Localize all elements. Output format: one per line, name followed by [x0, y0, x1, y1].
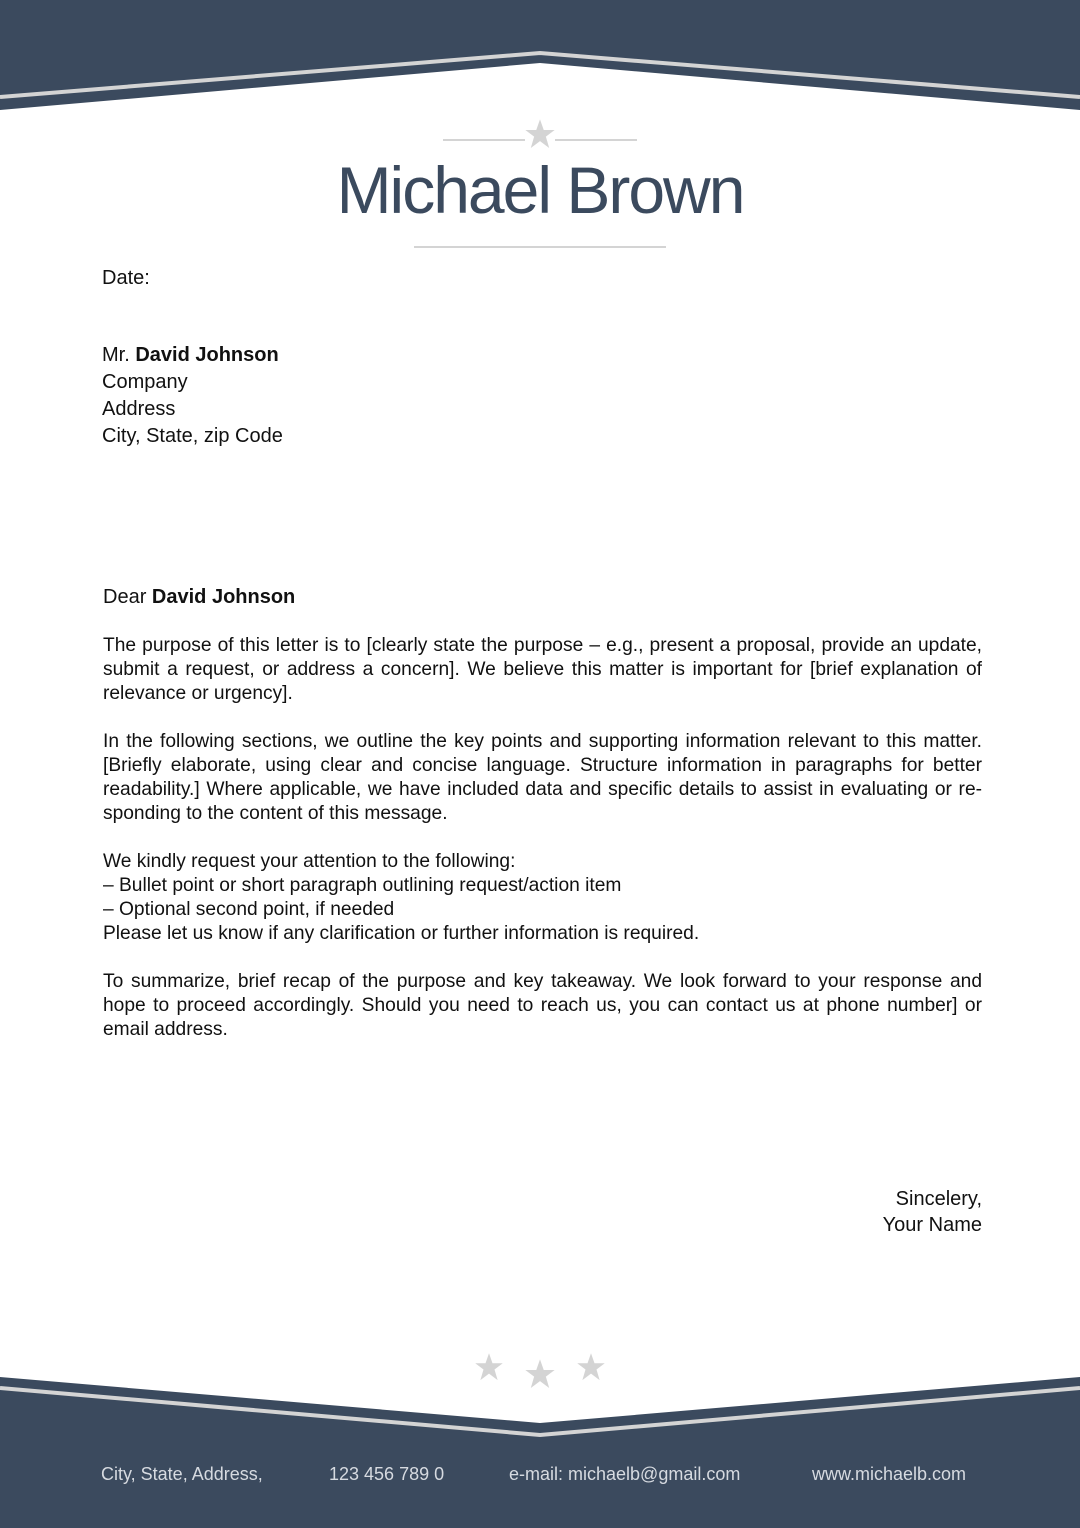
signature-name: Your Name [882, 1214, 982, 1236]
name-underline [414, 246, 666, 248]
request-closing: Please let us know if any clarification or further information is required. [103, 923, 700, 944]
summary-paragraph: To summarize, brief recap of the purpose and key takeaway. We look forward to your response and hope to proceed accordingly. Should you need to reach us, you can contact us at phone number] or email address. [103, 971, 982, 1040]
header-rule-right [555, 139, 637, 141]
recipient-company: Company [102, 371, 188, 393]
paragraph-1: The purpose of this letter is to [clearly state the purpose – e.g., present a proposal, provide an update, submit a request, or address a concern]. We believe this matter is important for [brief explanation of relevance or urgency]. [103, 635, 982, 704]
recipient-block [102, 342, 283, 450]
request-item: – Optional second point, if needed [103, 899, 395, 920]
salutation [103, 584, 295, 611]
star-icon [524, 118, 556, 150]
header-band [0, 0, 1080, 115]
request-item: – Bullet point or short paragraph outlining request/action item [103, 875, 622, 896]
request-intro: We kindly request your attention to the following: [103, 851, 516, 872]
request-block [103, 850, 982, 946]
salutation-name: David Johnson [151, 586, 296, 608]
date-label: Date: [102, 267, 150, 289]
recipient-name: David Johnson [135, 344, 279, 366]
footer-band [0, 1370, 1080, 1528]
letterhead-name: Michael Brown [336, 153, 744, 227]
closing: Sincelery, [895, 1188, 982, 1210]
paragraph-2: In the following sections, we outline the key points and supporting information relevant to this matter. [Briefly elaborate, using clear and concise language. Structure information in paragraphs for better readability.] Where applicable, we have included data and specific details to assist in evaluating or responding to the content of this message. [103, 731, 982, 824]
footer-address: City, State, Address, [101, 1464, 263, 1484]
recipient-address: Address [102, 398, 176, 420]
signature-block [883, 1186, 982, 1238]
header-rule-left [443, 139, 525, 141]
recipient-title: Mr. [102, 344, 130, 366]
footer-website[interactable]: www.michaelb.com [812, 1464, 967, 1484]
recipient-city: City, State, zip Code [102, 425, 283, 447]
salutation-prefix: Dear [103, 586, 147, 608]
footer-phone: 123 456 789 0 [329, 1464, 445, 1484]
footer-email[interactable]: e-mail: michaelb@gmail.com [509, 1464, 741, 1484]
